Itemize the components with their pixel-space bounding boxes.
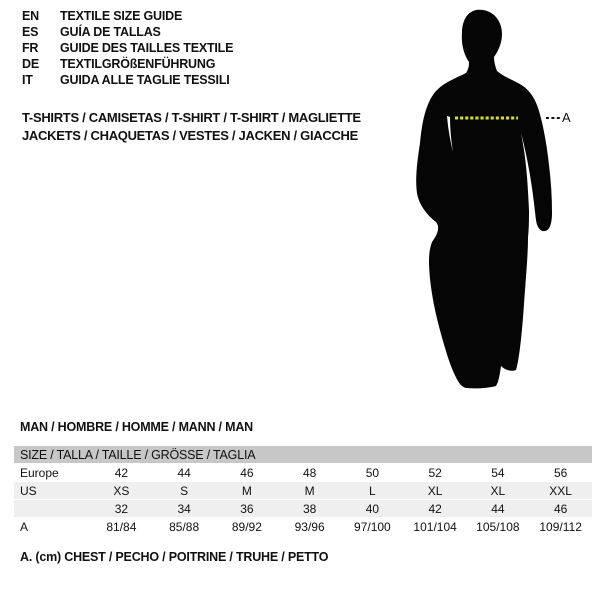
table-cell: M bbox=[304, 484, 315, 498]
language-row-fr bbox=[22, 41, 233, 57]
row-label bbox=[14, 500, 90, 517]
language-label: GUIDE DES TAILLES TEXTILE bbox=[60, 40, 234, 55]
language-row-en bbox=[22, 9, 233, 25]
table-cell: 42 bbox=[114, 466, 129, 480]
table-cell: M bbox=[241, 484, 252, 498]
table-cell: 97/100 bbox=[354, 520, 391, 534]
table-header-label: SIZE / TALLA / TAILLE / GRÖSSE / TAGLIA bbox=[20, 448, 256, 462]
row-label: A bbox=[20, 520, 29, 534]
table-cell: L bbox=[369, 484, 376, 498]
table-cell: 46 bbox=[553, 502, 568, 516]
table-cell: 105/108 bbox=[476, 520, 520, 534]
language-code: DE bbox=[22, 56, 39, 71]
table-cell: 109/112 bbox=[539, 520, 582, 534]
table-cell: 52 bbox=[428, 466, 442, 480]
table-cell: 34 bbox=[177, 502, 191, 516]
language-code: FR bbox=[22, 40, 39, 55]
language-code: EN bbox=[22, 9, 39, 23]
table-cell: 48 bbox=[302, 466, 317, 480]
table-cell: 101/104 bbox=[413, 520, 457, 534]
measurement-footnote: A. (cm) CHEST / PECHO / POITRINE / TRUHE / PETTO bbox=[20, 550, 329, 564]
table-cell: XXL bbox=[549, 484, 572, 498]
language-code: ES bbox=[22, 24, 39, 39]
man-silhouette-figure bbox=[400, 0, 600, 400]
table-cell: 36 bbox=[240, 502, 254, 516]
language-row-es bbox=[22, 25, 233, 41]
row-label: US bbox=[20, 484, 37, 498]
garment-categories bbox=[22, 109, 361, 144]
measure-label-a: A bbox=[562, 110, 571, 125]
table-cell: 50 bbox=[365, 466, 380, 480]
table-row-chest-a bbox=[14, 518, 592, 536]
table-row-numeric bbox=[14, 500, 592, 518]
table-row-us bbox=[14, 482, 592, 500]
table-cell: 42 bbox=[428, 502, 442, 516]
man-silhouette-svg bbox=[400, 0, 600, 400]
table-cell: 56 bbox=[553, 466, 568, 480]
table-cell: XL bbox=[427, 484, 443, 498]
language-row-de bbox=[22, 57, 233, 73]
table-cell: 93/96 bbox=[294, 520, 325, 534]
section-title-man: MAN / HOMBRE / HOMME / MANN / MAN bbox=[20, 420, 253, 434]
table-cell: 40 bbox=[365, 502, 380, 516]
table-cell: XS bbox=[113, 484, 130, 498]
table-cell: 85/88 bbox=[169, 520, 200, 534]
table-cell: 81/84 bbox=[106, 520, 137, 534]
language-label: GUIDA ALLE TAGLIE TESSILI bbox=[60, 72, 230, 87]
language-label: TEXTILGRÖßENFÜHRUNG bbox=[60, 56, 216, 71]
table-cell: XL bbox=[490, 484, 506, 498]
row-label: Europe bbox=[20, 466, 59, 480]
table-cell: 89/92 bbox=[231, 520, 262, 534]
man-silhouette-shape bbox=[416, 10, 552, 389]
language-row-it bbox=[22, 73, 233, 89]
table-header-row bbox=[14, 446, 592, 464]
language-label: GUÍA DE TALLAS bbox=[60, 24, 161, 39]
language-code: IT bbox=[22, 72, 33, 87]
language-list bbox=[22, 9, 233, 89]
table-cell: 54 bbox=[491, 466, 505, 480]
table-row-europe bbox=[14, 464, 592, 482]
category-line-tshirts: T-SHIRTS / CAMISETAS / T-SHIRT / T-SHIRT / MAGLIETTE bbox=[22, 110, 361, 125]
table-cell: 32 bbox=[114, 502, 129, 516]
category-line-jackets: JACKETS / CHAQUETAS / VESTES / JACKEN / GIACCHE bbox=[22, 127, 358, 143]
table-cell: 38 bbox=[302, 502, 317, 516]
table-cell: 44 bbox=[177, 466, 191, 480]
table-cell: S bbox=[180, 484, 189, 498]
table-cell: 44 bbox=[491, 502, 505, 516]
size-table bbox=[14, 446, 592, 536]
table-cell: 46 bbox=[240, 466, 254, 480]
language-label: TEXTILE SIZE GUIDE bbox=[60, 9, 183, 23]
